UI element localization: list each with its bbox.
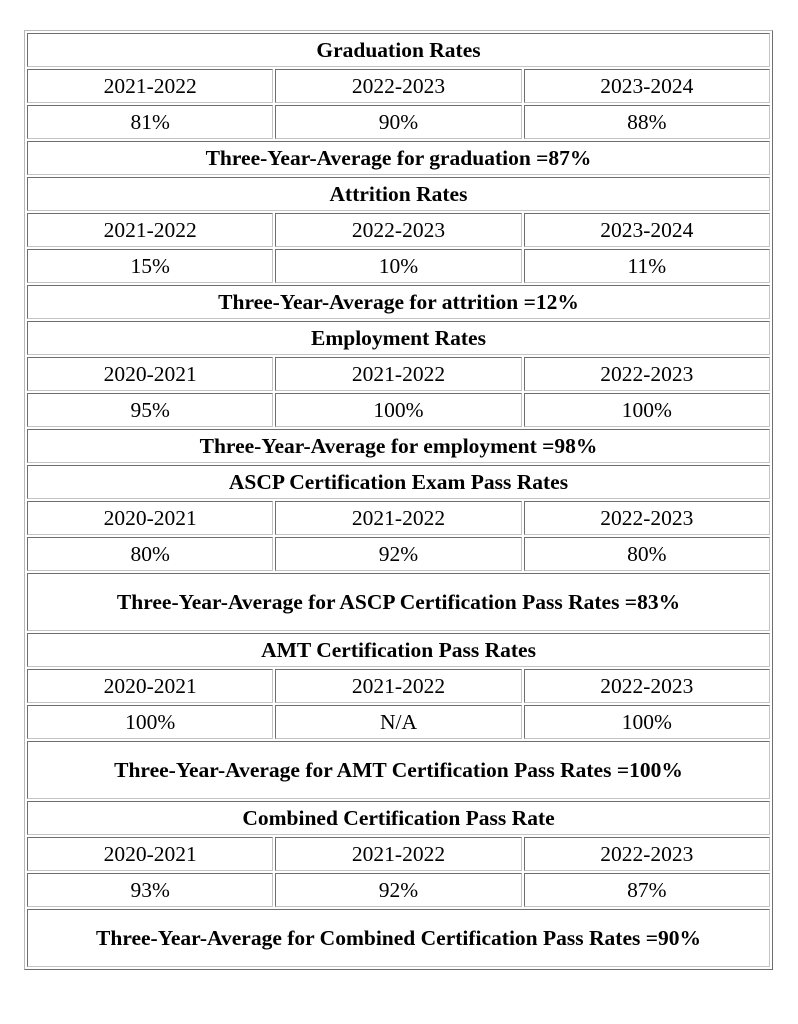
amt-average: Three-Year-Average for AMT Certification Pass Rates =100% (27, 741, 770, 799)
year-cell: 2020-2021 (27, 357, 273, 391)
rates-table (24, 30, 773, 970)
amt-pass-rates-heading: AMT Certification Pass Rates (27, 633, 770, 667)
year-cell: 2022-2023 (524, 837, 770, 871)
year-cell: 2021-2022 (275, 669, 521, 703)
value-cell: 92% (275, 873, 521, 907)
ascp-average: Three-Year-Average for ASCP Certification Pass Rates =83% (27, 573, 770, 631)
value-cell: 100% (524, 393, 770, 427)
value-cell: 100% (27, 705, 273, 739)
value-cell: N/A (275, 705, 521, 739)
year-cell: 2020-2021 (27, 501, 273, 535)
value-cell: 92% (275, 537, 521, 571)
average-row (27, 909, 770, 967)
year-cell: 2021-2022 (275, 837, 521, 871)
value-cell: 90% (275, 105, 521, 139)
years-row (27, 69, 770, 103)
average-row (27, 429, 770, 463)
values-row (27, 393, 770, 427)
value-cell: 80% (27, 537, 273, 571)
year-cell: 2023-2024 (524, 69, 770, 103)
attrition-average: Three-Year-Average for attrition =12% (27, 285, 770, 319)
combined-pass-rate-heading: Combined Certification Pass Rate (27, 801, 770, 835)
section-title-row (27, 177, 770, 211)
years-row (27, 501, 770, 535)
employment-average: Three-Year-Average for employment =98% (27, 429, 770, 463)
year-cell: 2022-2023 (524, 357, 770, 391)
values-row (27, 105, 770, 139)
value-cell: 10% (275, 249, 521, 283)
values-row (27, 705, 770, 739)
year-cell: 2021-2022 (27, 213, 273, 247)
value-cell: 87% (524, 873, 770, 907)
section-title-row (27, 465, 770, 499)
section-title-row (27, 321, 770, 355)
average-row (27, 141, 770, 175)
years-row (27, 357, 770, 391)
graduation-rates-heading: Graduation Rates (27, 33, 770, 67)
value-cell: 15% (27, 249, 273, 283)
combined-average: Three-Year-Average for Combined Certification Pass Rates =90% (27, 909, 770, 967)
value-cell: 81% (27, 105, 273, 139)
year-cell: 2021-2022 (27, 69, 273, 103)
section-title-row (27, 33, 770, 67)
section-title-row (27, 801, 770, 835)
value-cell: 88% (524, 105, 770, 139)
section-title-row (27, 633, 770, 667)
ascp-pass-rates-heading: ASCP Certification Exam Pass Rates (27, 465, 770, 499)
average-row (27, 573, 770, 631)
year-cell: 2020-2021 (27, 837, 273, 871)
years-row (27, 669, 770, 703)
average-row (27, 285, 770, 319)
value-cell: 93% (27, 873, 273, 907)
values-row (27, 249, 770, 283)
year-cell: 2021-2022 (275, 357, 521, 391)
year-cell: 2022-2023 (275, 69, 521, 103)
employment-rates-heading: Employment Rates (27, 321, 770, 355)
year-cell: 2022-2023 (275, 213, 521, 247)
value-cell: 80% (524, 537, 770, 571)
value-cell: 11% (524, 249, 770, 283)
years-row (27, 213, 770, 247)
value-cell: 95% (27, 393, 273, 427)
value-cell: 100% (275, 393, 521, 427)
years-row (27, 837, 770, 871)
values-row (27, 873, 770, 907)
year-cell: 2020-2021 (27, 669, 273, 703)
attrition-rates-heading: Attrition Rates (27, 177, 770, 211)
year-cell: 2022-2023 (524, 501, 770, 535)
graduation-average: Three-Year-Average for graduation =87% (27, 141, 770, 175)
year-cell: 2021-2022 (275, 501, 521, 535)
value-cell: 100% (524, 705, 770, 739)
year-cell: 2023-2024 (524, 213, 770, 247)
average-row (27, 741, 770, 799)
values-row (27, 537, 770, 571)
year-cell: 2022-2023 (524, 669, 770, 703)
